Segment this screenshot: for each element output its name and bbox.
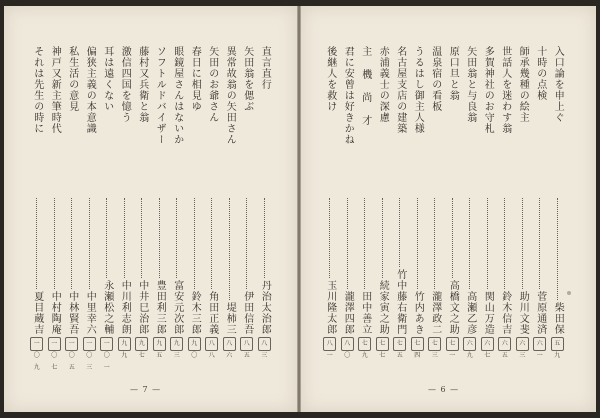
toc-entry	[339, 46, 357, 359]
entry-title: 神戸又新主筆時代	[49, 46, 61, 134]
entry-page-number: 七三	[428, 337, 441, 351]
entry-page-number: 九五	[153, 337, 166, 351]
entry-author: 高瀬乙彦	[464, 291, 476, 335]
toc-entry	[426, 46, 444, 359]
entry-title: 赤浦義士の深慮	[377, 46, 389, 123]
entry-author: 中井巳治郎	[136, 280, 148, 335]
toc-entry	[81, 46, 99, 371]
entry-page-number: 九九	[118, 337, 131, 351]
entry-title: 多賀神社のお守札	[482, 46, 494, 134]
entry-title: 直言直行	[259, 46, 271, 90]
toc-entry	[514, 46, 532, 359]
dot-leader	[141, 198, 142, 278]
entry-page-number: 一〇五	[65, 337, 78, 351]
entry-author: 富安元次郎	[171, 280, 183, 335]
dot-leader	[159, 198, 160, 278]
dot-leader	[399, 198, 400, 267]
entry-page-number: 九三	[170, 337, 183, 351]
dot-leader	[469, 198, 470, 289]
dot-leader	[539, 198, 540, 289]
toc-entry	[63, 46, 81, 371]
dot-leader	[504, 198, 505, 289]
toc-entry	[168, 46, 186, 359]
dot-leader	[36, 198, 37, 289]
entry-title: 矢田翁と与良翁	[464, 46, 476, 123]
toc-entry	[46, 46, 64, 371]
entry-title: 矢田のお爺さん	[206, 46, 218, 123]
entry-author: 鈴木三郎	[189, 291, 201, 335]
entry-title: 世話人を迷わす翁	[499, 46, 511, 134]
entry-title: 師承幾種の絵主	[517, 46, 529, 123]
entry-page-number: 六一	[533, 337, 546, 351]
entry-page-number: 八八	[205, 337, 218, 351]
dot-leader	[434, 198, 435, 289]
entry-page-number: 一〇一	[100, 337, 113, 351]
entry-title: 矢田翁を偲ぶ	[241, 46, 253, 112]
toc-entry	[238, 46, 256, 359]
entry-page-number: 八六	[223, 337, 236, 351]
toc-entry	[409, 46, 427, 359]
toc-entry	[496, 46, 514, 359]
dot-leader	[194, 198, 195, 289]
entry-author: 伊田信吾	[241, 291, 253, 335]
entry-title: 異常故翁の矢田さん	[224, 46, 236, 145]
entry-author: 続家寅之助	[377, 280, 389, 335]
entry-page-number: 七九	[358, 337, 371, 351]
toc-entry	[356, 46, 374, 359]
dot-leader	[176, 198, 177, 278]
entry-page-number: 九〇	[188, 337, 201, 351]
entry-title: 入口論を申上ぐ	[552, 46, 564, 123]
entry-page-number: 八〇	[341, 337, 354, 351]
entry-author: 中林賢吾	[66, 291, 78, 335]
left-page	[4, 6, 297, 412]
entry-author: 玉川隆太郎	[324, 280, 336, 335]
entry-author: 瀧澤四郎	[342, 291, 354, 335]
dot-leader	[487, 198, 488, 289]
page-number-footer: — 7 —	[130, 385, 162, 394]
entry-page-number: 一〇三	[83, 337, 96, 351]
entry-page-number: 八五	[240, 337, 253, 351]
entry-page-number: 七七	[376, 337, 389, 351]
entry-author: 竹内あき	[412, 291, 424, 335]
entry-page-number: 六七	[481, 337, 494, 351]
toc-entry	[186, 46, 204, 359]
entry-author: 助川文斐	[517, 291, 529, 335]
paper-spot	[567, 291, 571, 295]
toc-entry	[98, 46, 116, 371]
toc-entry	[116, 46, 134, 359]
entry-page-number: 五九	[551, 337, 564, 351]
dot-leader	[264, 198, 265, 278]
entry-page-number: 七四	[411, 337, 424, 351]
dot-leader	[557, 198, 558, 300]
entry-title: 激信四国を憶う	[119, 46, 131, 123]
entry-title: 温泉宿の看板	[429, 46, 441, 112]
toc-entry	[531, 46, 549, 359]
entry-title: 耳は遠くない	[101, 46, 113, 112]
dot-leader	[417, 198, 418, 289]
entry-author: 角田正義	[206, 291, 218, 335]
entry-author: 鈴木信吉	[499, 291, 511, 335]
entry-title: 名古屋支店の建築	[394, 46, 406, 134]
entry-author: 夏目蔵吉	[31, 291, 43, 335]
page-number-footer: — 6 —	[428, 385, 460, 394]
dot-leader	[382, 198, 383, 278]
dot-leader	[347, 198, 348, 289]
dot-leader	[329, 198, 330, 278]
entry-title: 十時の点検	[534, 46, 546, 101]
toc-entry	[151, 46, 169, 359]
entry-title: 眼鏡屋さんはないか	[171, 46, 183, 145]
entry-author: 丹治太治郎	[259, 280, 271, 335]
toc-entry	[221, 46, 239, 359]
entry-page-number: 七一	[446, 337, 459, 351]
entry-author: 竹中藤右衛門	[394, 269, 406, 335]
entry-title: 私生活の意見	[66, 46, 78, 112]
toc-column-list	[321, 46, 566, 359]
toc-entry	[28, 46, 46, 371]
entry-page-number: 八三	[258, 337, 271, 351]
dot-leader	[229, 198, 230, 300]
toc-entry	[133, 46, 151, 359]
dot-leader	[211, 198, 212, 289]
entry-author: 中里幸六	[84, 291, 96, 335]
entry-page-number: 一〇七	[48, 337, 61, 351]
toc-entry	[256, 46, 274, 359]
entry-page-number: 七五	[393, 337, 406, 351]
entry-title: 主 機 尚 才	[359, 46, 371, 126]
entry-title: それは先生の時に	[31, 46, 43, 134]
dot-leader	[452, 198, 453, 278]
entry-title: うるはし御主人様	[412, 46, 424, 134]
entry-page-number: 六九	[463, 337, 476, 351]
toc-entry	[444, 46, 462, 359]
toc-entry	[321, 46, 339, 359]
entry-author: 瀧澤政二	[429, 291, 441, 335]
entry-title: ソフトルドバイザー	[154, 46, 166, 145]
entry-author: 永瀬松之輔	[101, 280, 113, 335]
toc-entry	[203, 46, 221, 359]
dot-leader	[54, 198, 55, 289]
entry-author: 田中善立	[359, 291, 371, 335]
dot-leader	[246, 198, 247, 289]
entry-title: 後継人を救け	[324, 46, 336, 112]
dot-leader	[364, 198, 365, 289]
dot-leader	[124, 198, 125, 278]
entry-author: 関山万造	[482, 291, 494, 335]
entry-page-number: 一〇九	[30, 337, 43, 351]
entry-page-number: 九七	[135, 337, 148, 351]
toc-entry	[391, 46, 409, 359]
dot-leader	[89, 198, 90, 289]
right-page	[301, 6, 596, 412]
entry-title: 原口旦と翁	[447, 46, 459, 101]
dot-leader	[522, 198, 523, 289]
toc-entry	[374, 46, 392, 359]
entry-author: 堤柿三	[224, 302, 236, 335]
entry-author: 豊田利三郎	[154, 280, 166, 335]
entry-author: 高橋文之助	[447, 280, 459, 335]
entry-author: 菅原通済	[534, 291, 546, 335]
entry-title: 偏狭主義の本意識	[84, 46, 96, 134]
toc-entry	[461, 46, 479, 359]
entry-page-number: 六三	[516, 337, 529, 351]
toc-entry	[549, 46, 567, 359]
entry-title: 藤村又兵衛と翁	[136, 46, 148, 123]
dot-leader	[106, 198, 107, 278]
entry-title: 春日に相見ゆ	[189, 46, 201, 112]
toc-column-list	[28, 46, 273, 371]
entry-author: 中村陶庵	[49, 291, 61, 335]
entry-page-number: 八一	[323, 337, 336, 351]
dot-leader	[71, 198, 72, 289]
entry-page-number: 六五	[498, 337, 511, 351]
entry-author: 中川利志朗	[119, 280, 131, 335]
entry-title: 君に安曾は好きかね	[342, 46, 354, 145]
toc-entry	[479, 46, 497, 359]
entry-author: 柴田保	[552, 302, 564, 335]
